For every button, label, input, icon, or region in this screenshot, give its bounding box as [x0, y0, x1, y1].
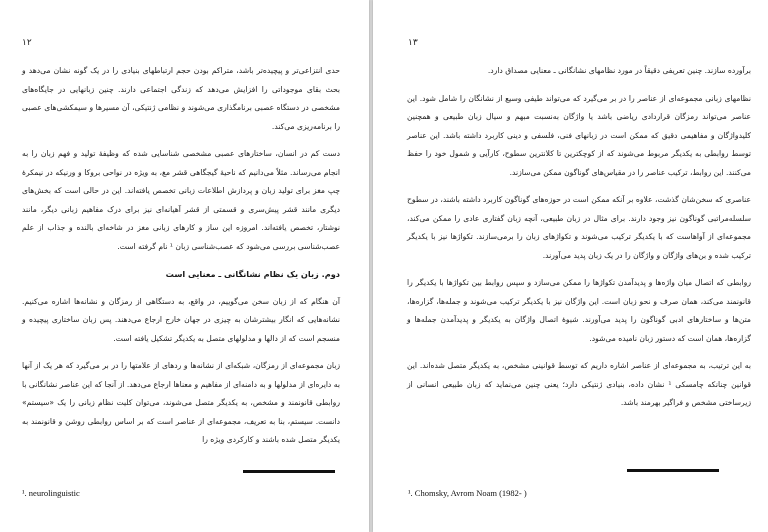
footnote-divider	[627, 469, 719, 472]
paragraph: حدی انتزاعی‌تر و پیچیده‌تر باشد، متراکم بودن حجم ارتباطهای بنیادی را در یک گونه نشان می‌دهد و بحث بقای موجوداتی را افزایش می‌دهد که زندگی اجتماعی دارند. چنین زبانهایی در جایگاه‌های مشخصی در دستگاه عصبی برنامگذاری می‌شوند و نظامی ژنتیکی، آن مسیرها و سیمکشی‌های عصبی را برنامه‌ریزی می‌کند.	[22, 66, 340, 131]
page-right	[373, 0, 768, 532]
page-number: ۱۳	[408, 38, 418, 48]
paragraph: برآورده سازند. چنین تعریفی دقیقاً در مورد نظامهای نشانگانی ـ معنایی مصداق دارد.	[487, 66, 751, 75]
paragraph: نظامهای زبانی مجموعه‌ای از عناصر را در بر می‌گیرد که می‌تواند طیفی وسیع از نشانگان را شامل شود. این عناصر می‌تواند رمزگان قراردادی ریاضی باشد یا واژگان به‌نسبت مبهم و سیال زبان طبیعی و همچنین کلیدواژگان و مفاهیمی دقیق که ممکن است در زبانهای فنی، فلسفی و دینی کاربرد داشته باشد. این عناصر توسط روابطی به یکدیگر مربوط می‌شوند که از کوچکترین تا کلانترین سطوح، کارآیی و شمول خود را حفظ می‌کنند. این روابط، ترکیب عناصر را در مقیاس‌های گوناگون ممکن می‌سازند.	[407, 93, 751, 177]
paragraph: آن هنگام که از زبان سخن می‌گوییم، در واقع، به دستگاهی از رمزگان و نشانه‌ها اشاره می‌کنیم. نشانه‌هایی که انگار بیشترشان به چیزی در جهان خارج ارجاع می‌دهند. پس زبان ساختاری پیچیده و منسجم است که از دالها و مدلولهای متصل به یکدیگر تشکیل یافته است.	[22, 296, 340, 343]
paragraph: عناصری که سخن‌شان گذشت، علاوه بر آنکه ممکن است در حوزه‌های گوناگون کاربرد داشته باشند، در سطوح سلسله‌مراتبی گوناگون نیز وجود دارند. برای مثال در زبان طبیعی، آنچه زبان گفتاری عادی را ممکن می‌کند، مجموعه‌ای از آواهاست که با یکدیگر ترکیب می‌شوند و تکواژهای زبان را برمی‌سازند. تکواژها نیز با یکدیگر ترکیب شده و بن‌های واژگان و واژگان را در یک زبان پدید می‌آورند.	[407, 195, 751, 260]
paragraph: به این ترتیب، به مجموعه‌ای از عناصر اشاره داریم که توسط قوانینی مشخص، به یکدیگر متصل شده‌اند. این قوانین چنانکه چامسکی ¹ نشان داده، بنیادی ژنتیکی دارد؛ یعنی چنین می‌نماید که زبان طبیعی انسانی از زیرساختی مشخص و فراگیر بهرمند باشد.	[407, 361, 751, 407]
page-body	[407, 62, 751, 422]
paragraph: زبان مجموعه‌ای از رمزگان، شبکه‌ای از نشانه‌ها و ردهای از علامتها را در بر می‌گیرد که هر یک از آنها به دایره‌ای از مدلولها و به دامنه‌ای از مفاهیم و معناها ارجاع می‌دهد. از آنجا که این عناصر نشانگانی با روابطی قانونمند و مشخص، به یکدیگر متصل می‌شوند، می‌توان کلیت نظام زبانی را یک «سیستم» دانست. سیستم، بنا به تعریف، مجموعه‌ای از عناصر است که بر اساس روابطی روشن و قانونمند به یکدیگر متصل شده باشند و کارکردی ویژه را	[22, 361, 340, 444]
paragraph: دست کم در انسان، ساختارهای عصبی مشخصی شناسایی شده که وظیفهٔ تولید و فهم زبان را به انجام می‌رساند. مثلاً می‌دانیم که ناحیهٔ گیجگاهی قشر مغ، به ویژه در نواحی بروکا و ورنیکه در نیمکرهٔ چپ مغز برای تولید زبان و پردازش اطلاعات زبانی تخصص یافته‌اند. این در حالی است که بخش‌های دیگری مانند قشر پیش‌سری و قسمتی از قشر آهیانه‌ای نیز برای درک مفاهیم زبانی دیگر، مانند نوشتار، تخصص یافته‌اند. امروزه این ساز و کارهای زبانی مغز در شاخه‌ای بالنده و جذاب از علم عصب‌شناسی بررسی می‌شود که عصب‌شناسی زبان ¹ نام گرفته است.	[22, 149, 340, 251]
page-body	[22, 62, 340, 459]
section-heading: دوم. زبان یک نظام نشانگانی ـ معنایی است	[165, 269, 340, 279]
paragraph: روابطی که اتصال میان واژه‌ها و پدیدآمدن تکواژها را ممکن می‌سازد و سپس روابط بین تکواژها با یکدیگر را قانونمند می‌کند، همان صرف و نحو زبان است. این واژگان نیز با یکدیگر ترکیب می‌شوند و جمله‌ها، گزاره‌ها، متن‌ها و ساختارهای ادبی گوناگون را پدید می‌آورند. شیوهٔ اتصال واژگان به یکدیگر و پدیدآمدن جمله‌ها و گزاره‌ها، همان است که دستور زبان نامیده می‌شود.	[407, 278, 751, 343]
page-left	[0, 0, 369, 532]
footnote: ¹. neurolinguistic	[22, 488, 80, 498]
footnote: ¹. Chomsky, Avrom Noam (1982- )	[408, 488, 527, 498]
page-number: ۱۲	[22, 38, 32, 48]
footnote-divider	[243, 470, 335, 473]
